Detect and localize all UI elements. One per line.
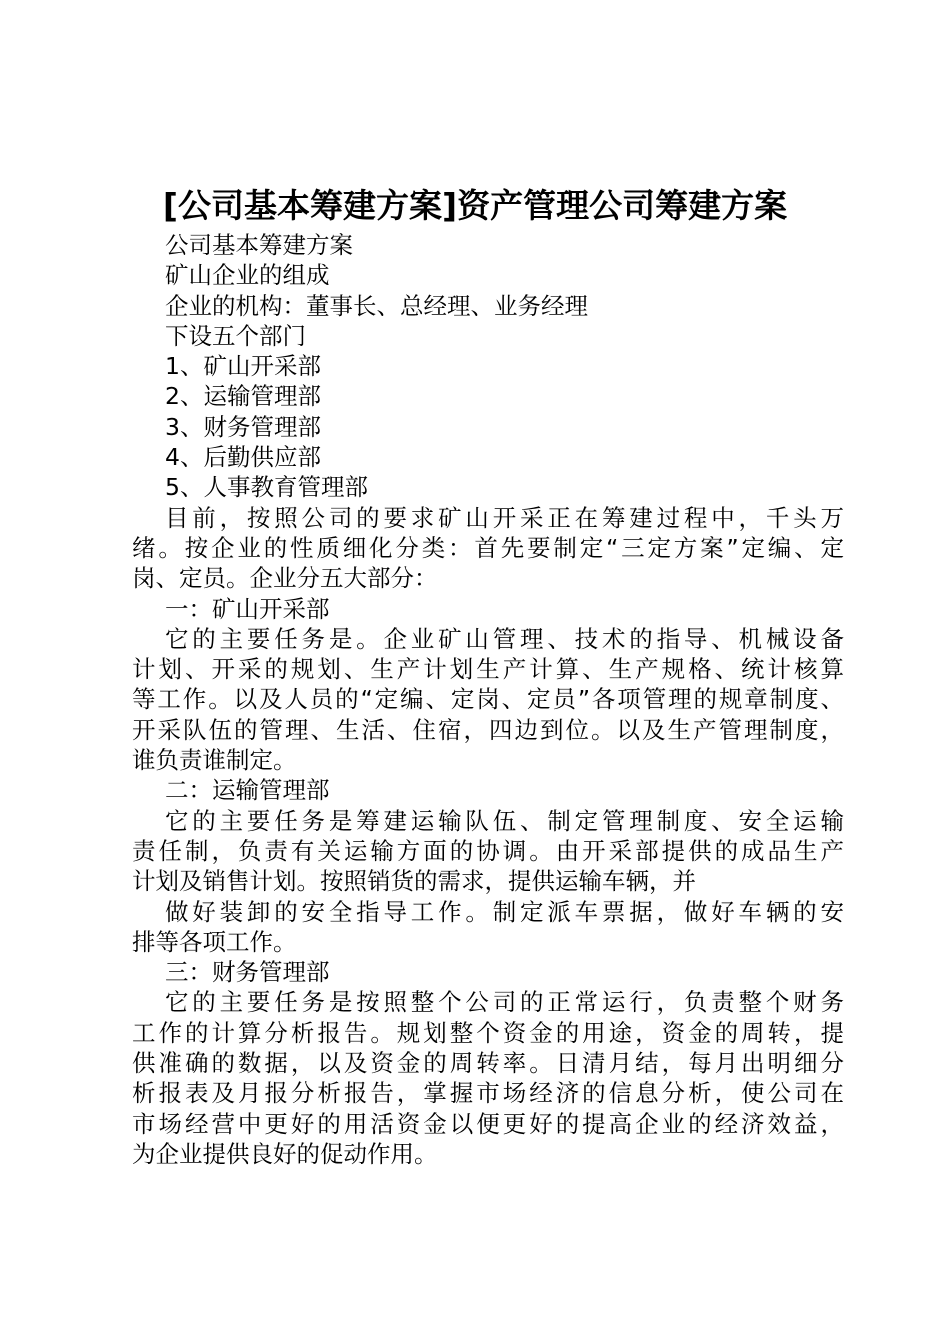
paragraph-line: 责任制，负责有关运输方面的协调。由开采部提供的成品生产 (132, 836, 844, 865)
text-line: 企业的机构：董事长、总经理、业务经理 (165, 291, 588, 320)
paragraph-line: 它的主要任务是筹建运输队伍、制定管理制度、安全运输 (165, 806, 844, 835)
list-item: 5、人事教育管理部 (165, 473, 368, 502)
paragraph-line: 计划、开采的规划、生产计划生产计算、生产规格、统计核算 (132, 655, 844, 684)
list-item: 3、财务管理部 (165, 412, 321, 441)
paragraph-line: 为企业提供良好的促动作用。 (132, 1139, 438, 1168)
paragraph-line: 做好装卸的安全指导工作。制定派车票据，做好车辆的安 (165, 897, 844, 926)
paragraph-line: 工作的计算分析报告。规划整个资金的用途，资金的周转，提 (132, 1018, 844, 1047)
text-line: 下设五个部门 (165, 321, 306, 350)
paragraph-line: 计划及销售计划。按照销货的需求，提供运输车辆，并 (132, 867, 696, 896)
text-line: 矿山企业的组成 (165, 261, 330, 290)
paragraph-line: 等工作。以及人员的“定编、定岗、定员”各项管理的规章制度、 (132, 685, 844, 714)
document-body (132, 230, 844, 1169)
paragraph-line: 市场经营中更好的用活资金以便更好的提高企业的经济效益， (132, 1109, 844, 1138)
section-heading: 二：运输管理部 (165, 776, 330, 805)
paragraph-line: 目前，按照公司的要求矿山开采正在筹建过程中，千头万 (165, 503, 844, 532)
list-item: 1、矿山开采部 (165, 352, 321, 381)
paragraph-line: 开采队伍的管理、生活、住宿，四边到位。以及生产管理制度， (132, 715, 844, 744)
section-heading: 三：财务管理部 (165, 958, 330, 987)
paragraph-line: 谁负责谁制定。 (132, 746, 297, 775)
paragraph-line: 供准确的数据，以及资金的周转率。日清月结，每月出明细分 (132, 1049, 844, 1078)
paragraph-line: 它的主要任务是。企业矿山管理、技术的指导、机械设备 (165, 624, 844, 653)
text-line-subtitle: 公司基本筹建方案 (165, 231, 353, 259)
section-heading: 一：矿山开采部 (165, 594, 330, 623)
list-item: 4、后勤供应部 (165, 443, 321, 472)
paragraph-line: 它的主要任务是按照整个公司的正常运行，负责整个财务 (165, 988, 844, 1017)
paragraph-line: 排等各项工作。 (132, 927, 297, 956)
paragraph-line: 绪。按企业的性质细化分类：首先要制定“三定方案”定编、定 (132, 533, 844, 562)
paragraph-line: 析报表及月报分析报告，掌握市场经济的信息分析，使公司在 (132, 1079, 844, 1108)
paragraph-line: 岗、定员。企业分五大部分： (132, 564, 438, 593)
document-title: [公司基本筹建方案]资产管理公司筹建方案 (162, 186, 788, 225)
list-item: 2、运输管理部 (165, 382, 321, 411)
